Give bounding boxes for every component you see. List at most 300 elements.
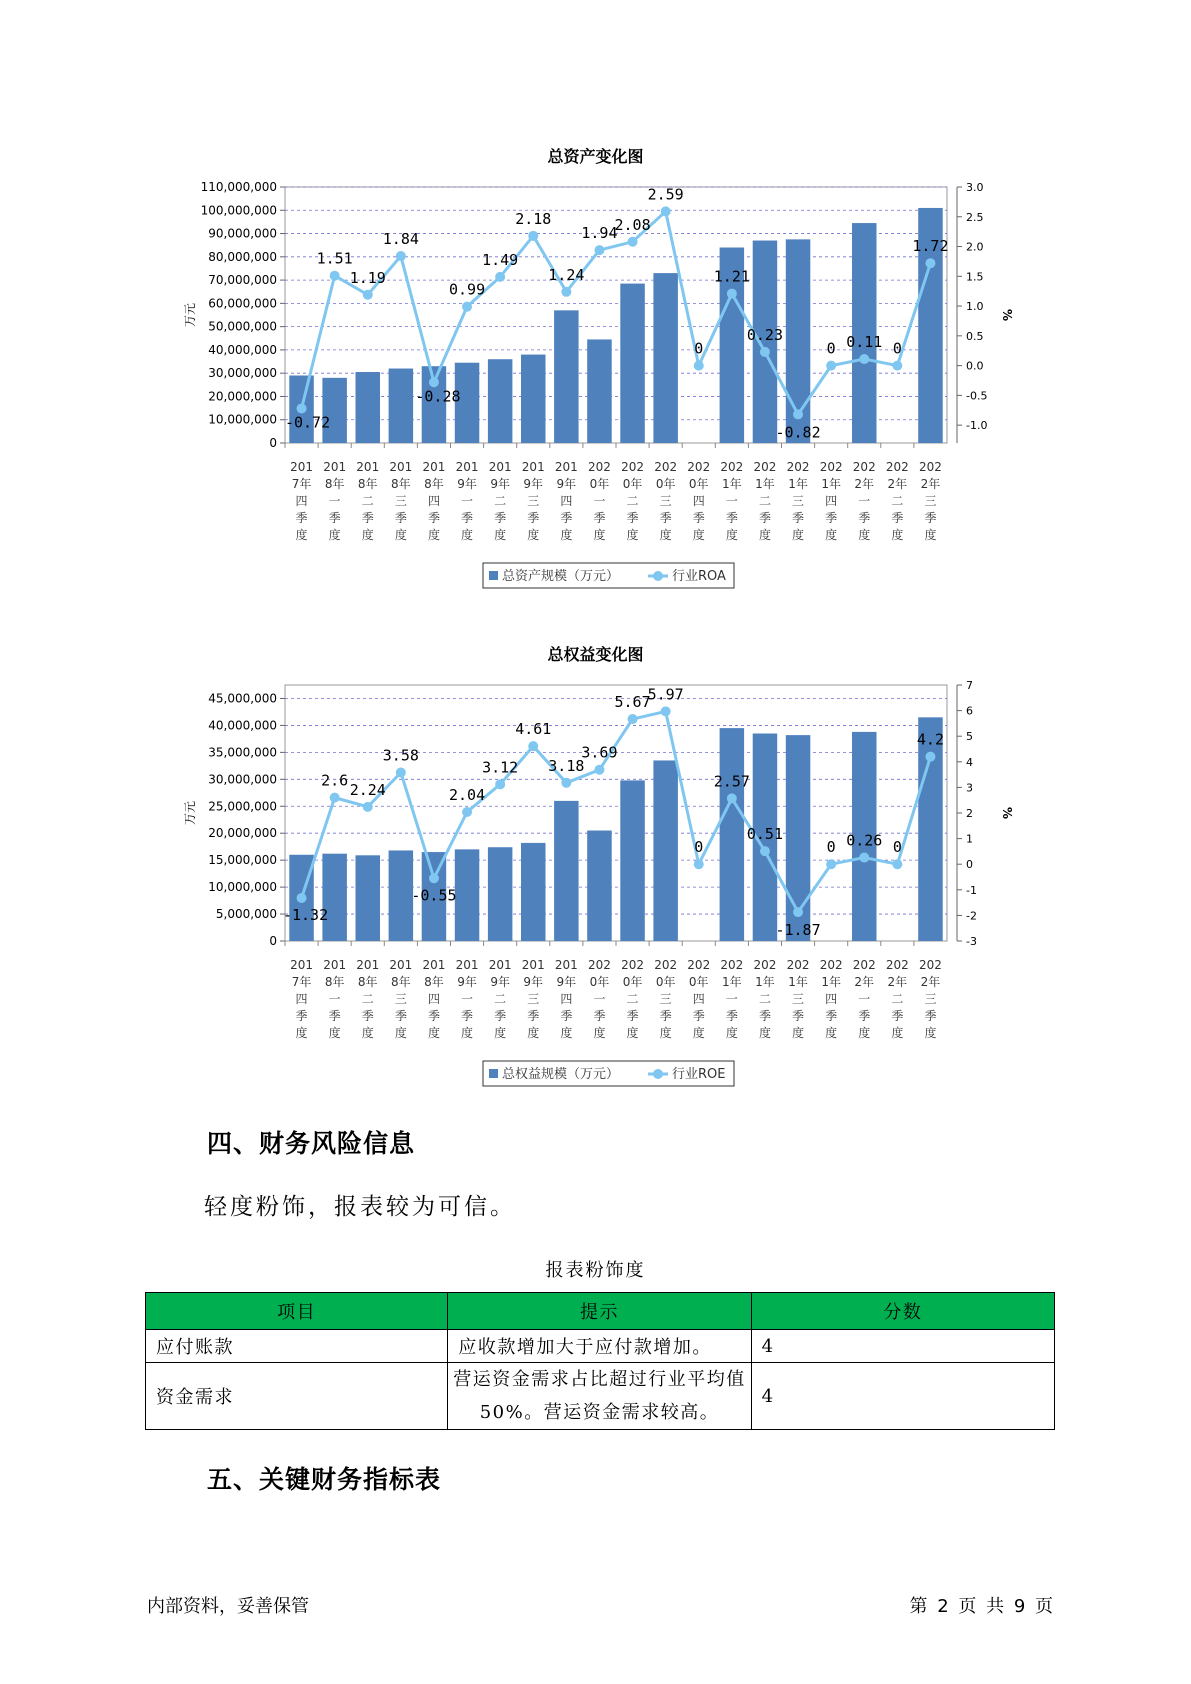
right-tick-label: 7 [966,679,973,692]
x-tick-label: 一 [461,992,474,1006]
x-tick-label: 四 [692,992,705,1006]
table-row [146,1363,1055,1430]
data-label: 1.84 [382,230,419,249]
x-tick-label: 201 [356,460,380,474]
data-label: 1.72 [912,237,949,256]
right-tick-label: 3 [966,781,973,795]
line-point [925,752,935,762]
x-tick-label: 度 [626,1026,639,1040]
line-point [694,859,704,869]
data-label: 2.6 [321,771,349,790]
x-tick-label: 7年 [291,975,312,989]
left-tick-label: 10,000,000 [208,412,277,427]
x-tick-label: 202 [918,958,942,972]
section5-heading: 五、关键财务指标表 [207,1465,442,1494]
left-tick-label: 15,000,000 [208,853,277,868]
data-label: 1.21 [713,267,750,286]
x-tick-label: 季 [725,1009,738,1023]
x-tick-label: 202 [654,460,678,474]
bar [587,339,611,443]
x-tick-label: 201 [389,460,413,474]
x-tick-label: 季 [924,1009,937,1023]
x-tick-label: 季 [659,511,672,525]
bar [488,847,512,941]
data-label: 5.97 [647,685,684,704]
x-tick-label: 季 [361,511,374,525]
x-tick-label: 8年 [357,477,378,491]
x-tick-label: 季 [924,511,937,525]
line-point [429,377,439,387]
x-tick-label: 202 [885,460,909,474]
x-tick-label: 三 [924,992,937,1006]
data-label: -0.82 [775,423,821,442]
x-tick-label: 季 [494,511,507,525]
bar [356,372,380,443]
right-axis-title: % [1000,308,1014,322]
data-label: 0 [826,339,836,358]
x-tick-label: 度 [924,528,937,542]
right-tick-label: 1.0 [966,300,984,314]
left-axis-title: 万元 [183,800,197,826]
x-tick-label: 度 [659,528,672,542]
plot-area [282,685,947,941]
x-tick-label: 201 [521,958,545,972]
x-tick-label: 201 [455,460,479,474]
x-tick-label: 7年 [291,477,312,491]
x-tick-label: 0年 [688,477,709,491]
x-tick-label: 202 [819,460,843,474]
data-label: 0 [892,838,902,857]
x-tick-label: 8年 [324,477,345,491]
x-tick-label: 三 [924,494,937,508]
x-tick-label: 0年 [622,975,643,989]
assets-chart [0,170,1191,610]
line-point [760,846,770,856]
legend-bar-label: 总资产规模（万元） [502,569,620,584]
x-tick-label: 度 [394,1026,407,1040]
bar [620,780,644,941]
x-tick-label: 四 [295,992,308,1006]
x-tick-label: 二 [891,494,904,508]
x-tick-label: 季 [891,511,904,525]
x-tick-label: 度 [527,1026,540,1040]
x-tick-label: 度 [560,1026,573,1040]
row-item: 应付账款 [146,1330,448,1363]
legend-line-marker [653,1069,663,1079]
x-tick-label: 三 [659,494,672,508]
data-label: 1.94 [581,224,618,243]
data-label: 0.99 [448,280,486,299]
left-axis-title: 万元 [183,302,197,328]
x-tick-label: 202 [753,958,777,972]
x-tick-label: 一 [858,992,871,1006]
bar [521,843,545,941]
line-point [561,778,571,788]
x-tick-label: 202 [587,958,611,972]
left-tick-label: 70,000,000 [208,273,277,288]
x-tick-label: 季 [858,511,871,525]
line-point [396,768,406,778]
section4-heading: 四、财务风险信息 [207,1129,416,1158]
x-tick-label: 四 [825,494,838,508]
x-tick-label: 季 [461,1009,474,1023]
x-tick-label: 202 [687,460,711,474]
x-tick-label: 201 [488,958,512,972]
left-tick-label: 50,000,000 [208,319,277,334]
bar [455,849,479,941]
bar [521,355,545,443]
x-tick-label: 度 [758,528,771,542]
line-point [826,859,836,869]
line-point [495,272,505,282]
x-tick-label: 季 [560,511,573,525]
line-point [826,361,836,371]
x-tick-label: 9年 [556,477,577,491]
data-label: -0.55 [411,886,457,905]
x-tick-label: 2年 [920,477,941,491]
data-label: 1.24 [548,265,585,284]
left-tick-label: 30,000,000 [208,772,277,787]
line-point [892,361,902,371]
x-tick-label: 度 [825,528,838,542]
data-label: 0 [694,339,704,358]
x-tick-label: 季 [527,1009,540,1023]
equity-chart [0,668,1191,1108]
x-tick-label: 9年 [523,477,544,491]
x-tick-label: 季 [891,1009,904,1023]
x-tick-label: 季 [328,511,341,525]
x-tick-label: 201 [554,958,578,972]
data-label: 2.24 [349,780,386,799]
x-tick-label: 季 [295,511,308,525]
x-tick-label: 季 [593,511,606,525]
x-tick-label: 8年 [391,477,411,491]
x-tick-label: 8年 [324,975,345,989]
x-tick-label: 四 [295,494,308,508]
right-tick-label: 0 [966,858,973,872]
line-point [429,873,439,883]
x-tick-label: 三 [659,992,672,1006]
data-label: -0.28 [415,387,461,406]
x-tick-label: 二 [626,992,639,1006]
x-tick-label: 202 [720,958,744,972]
line-point [892,859,902,869]
x-tick-label: 202 [621,460,645,474]
x-tick-label: 202 [852,958,876,972]
header-item: 项目 [146,1293,448,1330]
left-tick-label: 60,000,000 [208,296,277,311]
x-tick-label: 度 [858,528,871,542]
right-tick-label: 5 [966,730,973,744]
x-tick-label: 三 [394,992,407,1006]
x-tick-label: 202 [720,460,744,474]
x-tick-label: 202 [852,460,876,474]
line-point [760,347,770,357]
x-tick-label: 1年 [788,477,808,491]
x-tick-label: 度 [825,1026,838,1040]
x-tick-label: 201 [521,460,545,474]
bar [554,310,578,443]
data-label: 3.69 [581,743,618,762]
x-tick-label: 9年 [490,477,510,491]
line-point [694,361,704,371]
section4-text: 轻度粉饰，报表较为可信。 [204,1194,516,1220]
right-tick-label: 1.5 [966,270,984,284]
data-label: 5.67 [614,693,651,712]
bar [720,728,744,941]
line-point [925,258,935,268]
x-tick-label: 1年 [788,975,808,989]
x-tick-label: 一 [725,992,738,1006]
bar [587,831,611,941]
assets-chart-title: 总资产变化图 [547,147,644,166]
x-tick-label: 1年 [755,975,775,989]
x-tick-label: 一 [593,494,606,508]
right-tick-label: -0.5 [966,389,988,403]
left-tick-label: 0 [269,934,277,948]
line-point [727,793,737,803]
data-label: 1.49 [482,250,519,269]
legend-bar-swatch [489,1069,498,1078]
line-point [396,251,406,261]
x-tick-label: 季 [692,511,705,525]
x-tick-label: 1年 [755,477,775,491]
data-label: 0 [694,838,704,857]
x-tick-label: 度 [494,528,507,542]
line-point [628,714,638,724]
x-tick-label: 202 [819,958,843,972]
x-tick-label: 季 [461,511,474,525]
left-tick-label: 25,000,000 [208,799,277,814]
data-label: 2.18 [515,209,552,228]
line-point [628,237,638,247]
data-label: 2.59 [647,185,684,204]
line-point [528,231,538,241]
x-tick-label: 四 [427,992,440,1006]
x-tick-label: 度 [560,528,573,542]
data-label: 3.58 [382,746,419,765]
x-tick-label: 季 [626,511,639,525]
x-tick-label: 一 [858,494,871,508]
header-hint: 提示 [448,1293,751,1330]
x-tick-label: 201 [554,460,578,474]
x-tick-label: 度 [527,528,540,542]
x-tick-label: 9年 [556,975,577,989]
bar [488,359,512,443]
x-tick-label: 四 [825,992,838,1006]
x-tick-label: 2年 [854,477,875,491]
line-point [330,793,340,803]
x-tick-label: 二 [891,992,904,1006]
x-tick-label: 二 [361,992,374,1006]
x-tick-label: 二 [758,992,771,1006]
x-tick-label: 度 [461,528,474,542]
left-tick-label: 20,000,000 [208,826,277,841]
data-label: 2.57 [713,772,750,791]
line-point [661,206,671,216]
x-tick-label: 202 [885,958,909,972]
x-tick-label: 2年 [854,975,875,989]
right-tick-label: 3.0 [966,181,984,194]
x-tick-label: 季 [361,1009,374,1023]
x-tick-label: 三 [527,494,540,508]
x-tick-label: 201 [455,958,479,972]
x-tick-label: 202 [621,958,645,972]
bar [554,801,578,941]
x-tick-label: 度 [494,1026,507,1040]
line-point [793,907,803,917]
x-tick-label: 202 [918,460,942,474]
bar [322,854,346,941]
data-label: -1.32 [282,905,329,924]
line-point [495,779,505,789]
x-tick-label: 度 [427,1026,440,1040]
right-axis-title: % [1000,806,1014,820]
x-tick-label: 0年 [589,975,610,989]
data-label: 1.19 [349,268,386,287]
x-tick-label: 度 [361,528,374,542]
bar [653,273,677,443]
x-tick-label: 度 [725,1026,738,1040]
legend-bar-label: 总权益规模（万元） [502,1067,620,1082]
bar [653,760,677,941]
left-tick-label: 5,000,000 [215,907,277,922]
row-score: 4 [751,1330,1054,1363]
footer-confidential: 内部资料，妥善保管 [147,1596,309,1617]
right-tick-label: 2 [966,807,973,820]
x-tick-label: 度 [924,1026,937,1040]
table-row [146,1330,1055,1363]
x-tick-label: 季 [692,1009,705,1023]
equity-chart-title: 总权益变化图 [547,645,644,664]
right-tick-label: 2.5 [966,210,984,224]
x-tick-label: 202 [587,460,611,474]
right-tick-label: 6 [966,704,973,718]
x-tick-label: 季 [560,1009,573,1023]
line-point [297,403,307,413]
row-hint: 营运资金需求占比超过行业平均值50%。营运资金需求较高。 [448,1363,751,1430]
line-point [363,802,373,812]
x-tick-label: 度 [858,1026,871,1040]
data-label: 2.08 [614,215,651,234]
x-tick-label: 度 [394,528,407,542]
x-tick-label: 9年 [457,975,477,989]
x-tick-label: 201 [323,958,347,972]
x-tick-label: 季 [593,1009,606,1023]
right-tick-label: 0.0 [966,359,984,373]
right-tick-label: -2 [966,909,977,923]
right-tick-label: 4 [966,755,973,769]
x-tick-label: 二 [626,494,639,508]
x-tick-label: 0年 [589,477,610,491]
x-tick-label: 9年 [523,975,544,989]
x-tick-label: 度 [593,528,606,542]
x-tick-label: 1年 [722,477,742,491]
x-tick-label: 四 [560,494,573,508]
x-tick-label: 8年 [424,975,444,989]
bar [918,717,942,941]
bar [389,850,413,941]
x-tick-label: 季 [527,511,540,525]
line-point [793,409,803,419]
line-point [528,741,538,751]
x-tick-label: 季 [758,511,771,525]
x-tick-label: 季 [792,511,805,525]
data-label: 0 [892,339,902,358]
line-point [594,765,604,775]
x-tick-label: 202 [786,958,810,972]
x-tick-label: 202 [687,958,711,972]
x-tick-label: 度 [328,528,341,542]
x-tick-label: 三 [792,992,805,1006]
x-tick-label: 度 [427,528,440,542]
x-tick-label: 1年 [722,975,742,989]
x-tick-label: 0年 [655,975,676,989]
data-label: 4.61 [515,720,552,739]
x-tick-label: 季 [494,1009,507,1023]
x-tick-label: 度 [361,1026,374,1040]
x-tick-label: 201 [488,460,512,474]
data-label: 0.11 [846,333,883,352]
x-tick-label: 202 [753,460,777,474]
x-tick-label: 一 [328,992,341,1006]
left-tick-label: 30,000,000 [208,366,277,381]
x-tick-label: 四 [427,494,440,508]
x-tick-label: 季 [427,511,440,525]
x-tick-label: 2年 [920,975,941,989]
x-tick-label: 202 [654,958,678,972]
x-tick-label: 201 [290,460,314,474]
x-tick-label: 季 [328,1009,341,1023]
line-point [330,271,340,281]
left-tick-label: 40,000,000 [208,342,277,357]
data-label: 2.04 [448,785,486,804]
x-tick-label: 8年 [424,477,444,491]
x-tick-label: 0年 [688,975,709,989]
x-tick-label: 8年 [391,975,411,989]
left-tick-label: 0 [269,436,277,450]
row-score: 4 [751,1363,1054,1430]
x-tick-label: 1年 [821,477,841,491]
line-point [462,807,472,817]
x-tick-label: 1年 [821,975,841,989]
table-caption: 报表粉饰度 [545,1260,646,1281]
x-tick-label: 季 [858,1009,871,1023]
data-label: 4.2 [916,730,944,749]
left-tick-label: 90,000,000 [208,226,277,241]
x-tick-label: 度 [461,1026,474,1040]
right-tick-label: 1 [966,832,973,846]
x-tick-label: 一 [725,494,738,508]
x-tick-label: 201 [422,958,446,972]
bar [389,369,413,443]
data-label: 1.51 [316,249,353,268]
x-tick-label: 度 [891,1026,904,1040]
data-label: 0.51 [746,825,784,844]
x-tick-label: 季 [825,511,838,525]
line-point [561,287,571,297]
legend-line-marker [653,571,663,581]
x-tick-label: 季 [792,1009,805,1023]
x-tick-label: 8年 [357,975,378,989]
x-tick-label: 二 [494,494,507,508]
left-tick-label: 100,000,000 [200,203,277,218]
line-point [297,893,307,903]
x-tick-label: 度 [626,528,639,542]
x-tick-label: 四 [692,494,705,508]
data-label: -0.72 [284,413,331,432]
x-tick-label: 三 [792,494,805,508]
